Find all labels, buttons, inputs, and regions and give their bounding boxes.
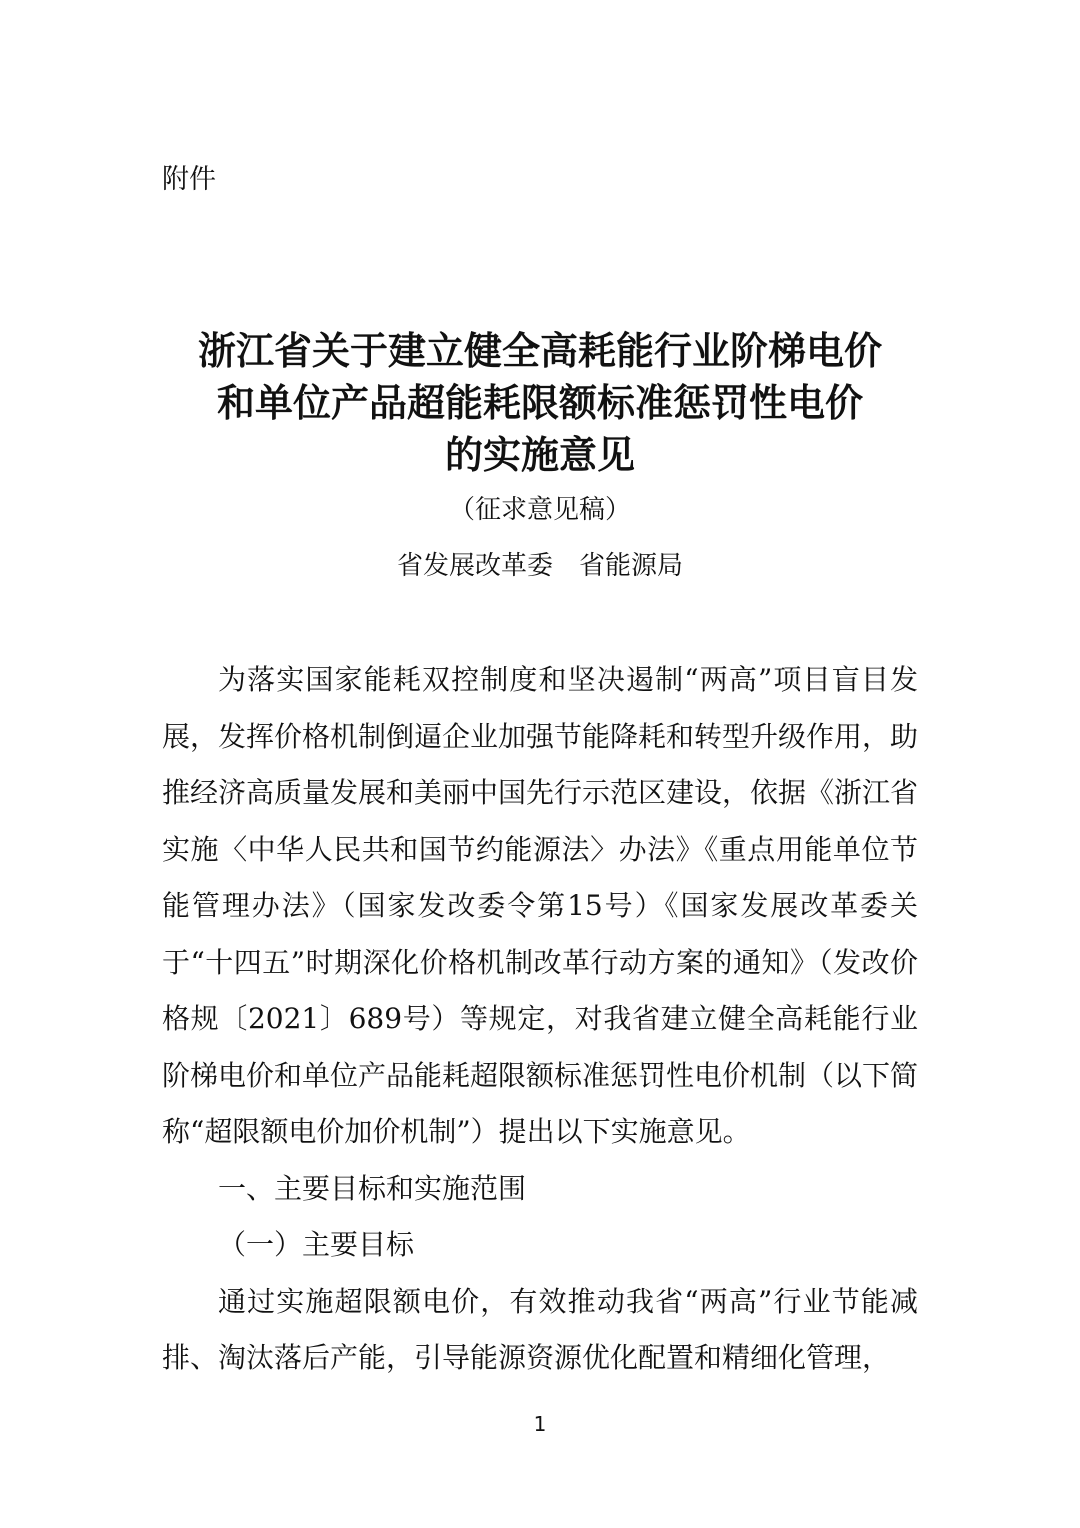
document-title: [0, 325, 1080, 481]
draft-note: （征求意见稿）: [448, 495, 631, 525]
section-heading-1: 一、主要目标和实施范围: [218, 1171, 527, 1205]
intro-paragraph: 为落实国家能耗双控制度和坚决遏制“两高”项目盲目发展，发挥价格机制倒逼企业加强节能降耗和转型升级作用，助推经济高质量发展和美丽中国先行示范区建设，依据《浙江省实施〈中华人民共和国节约能源法〉办法》《重点用能单位节能管理办法》（国家发改委令第15号）《国家发展改革委关于“十四五”时期深化价格机制改革行动方案的通知》（发改价格规〔2021〕689号）等规定，对我省建立健全高耗能行业阶梯电价和单位产品能耗超限额标准惩罚性电价机制（以下简称“超限额电价加价机制”）提出以下实施意见。: [162, 663, 919, 1148]
title-line-1: 浙江省关于建立健全高耗能行业阶梯电价: [197, 328, 882, 373]
subsection-heading-1: （一）主要目标: [218, 1228, 415, 1261]
document-body: [162, 652, 918, 1387]
subsection-paragraph-1: 通过实施超限额电价，有效推动我省“两高”行业节能减排、淘汰落后产能，引导能源资源优化配置和精细化管理，: [162, 1284, 918, 1374]
issuing-agencies: 省发展改革委 省能源局: [396, 551, 683, 581]
page-number: 1: [533, 1412, 547, 1436]
title-line-3: 的实施意见: [444, 432, 635, 477]
title-line-2: 和单位产品超能耗限额标准惩罚性电价: [216, 380, 863, 425]
attachment-label: 附件: [162, 164, 216, 195]
